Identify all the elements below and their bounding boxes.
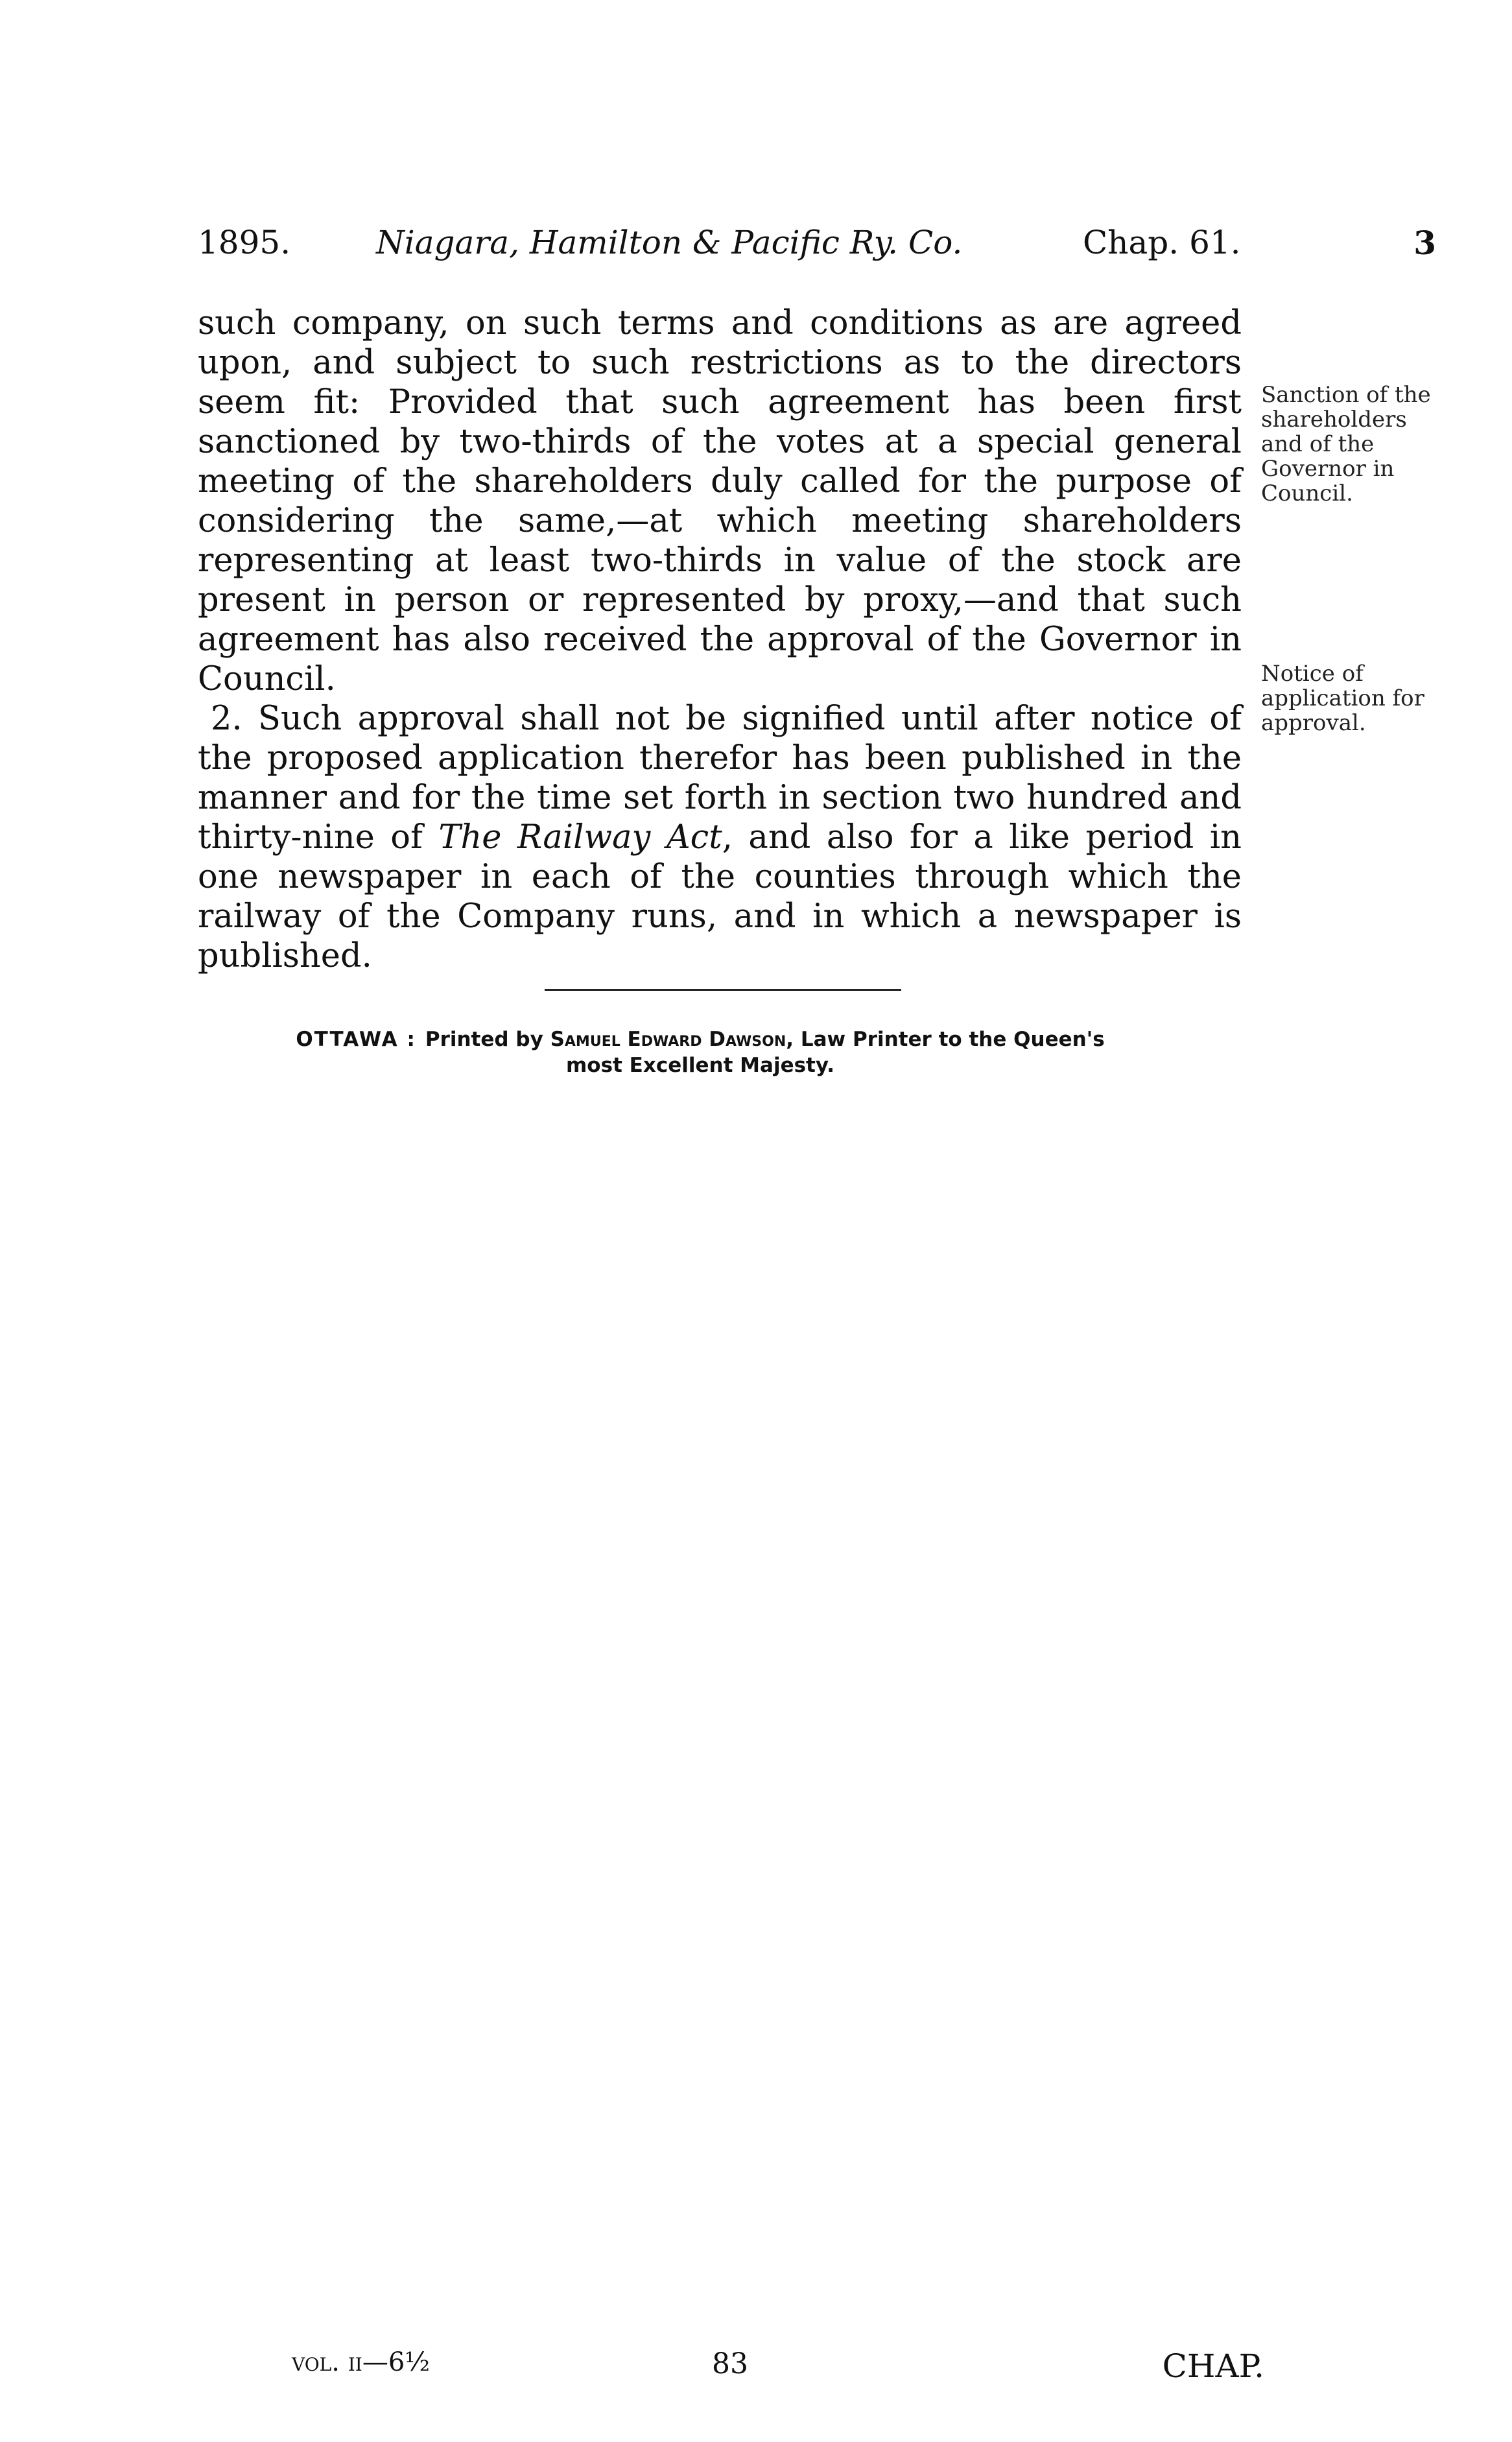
imprint-printed-by: Printed by bbox=[425, 1028, 550, 1051]
paragraph-2-text-end: , and also for a like period in one newspaper in each of the counties through which the railway of the Company runs, and in which a newspaper is published. bbox=[198, 818, 1242, 975]
header-chapter: Chap. 61. bbox=[1083, 224, 1241, 261]
imprint-printer-name: Samuel Edward Dawson bbox=[550, 1028, 786, 1051]
header-year: 1895. bbox=[198, 224, 291, 261]
imprint-line-2: most Excellent Majesty. bbox=[565, 1054, 835, 1077]
footer-volume: vol. ii—6½ bbox=[292, 2347, 431, 2377]
imprint-line-1-end: , Law Printer to the Queen's bbox=[786, 1028, 1105, 1051]
footer-page-number: 83 bbox=[712, 2347, 748, 2380]
section-divider bbox=[545, 989, 901, 991]
imprint-line-1 bbox=[195, 1026, 1206, 1052]
header-page-number: 3 bbox=[1413, 224, 1436, 262]
margin-note-sanction: Sanction of the shareholders and of the Governor in Council. bbox=[1261, 382, 1431, 506]
paragraph-2 bbox=[198, 699, 1242, 976]
paragraph-1: such company, on such terms and conditions as are agreed upon, and subject to such restrictions as to the directors seem fit: Provided that such agreement has been first sanctioned by two-thirds of the votes at a special general meeting of the shareholders duly called for the purpose of considering the same,—at which meeting shareholders representing at least two-thirds in value of the stock are present in person or represented by proxy,—and that such agreement has also received the approval of the Governor in Council. bbox=[198, 304, 1242, 698]
footer-catchword: CHAP. bbox=[1162, 2347, 1264, 2385]
margin-note-notice: Notice of application for approval. bbox=[1261, 661, 1424, 736]
printer-imprint bbox=[195, 1026, 1206, 1078]
railway-act-title: The Railway Act bbox=[438, 818, 722, 857]
statute-text bbox=[198, 303, 1242, 976]
header-title: Niagara, Hamilton & Pacific Ry. Co. bbox=[376, 224, 963, 261]
paragraph-2-text-start: 2. Such approval shall not be signified until after notice of the proposed application therefor has been published in the manner and for the time set forth in section two hundred and thirty-nine of bbox=[198, 700, 1242, 857]
imprint-city: OTTAWA : bbox=[296, 1028, 416, 1051]
running-head bbox=[198, 224, 1436, 276]
page-footer bbox=[292, 2347, 1264, 2393]
